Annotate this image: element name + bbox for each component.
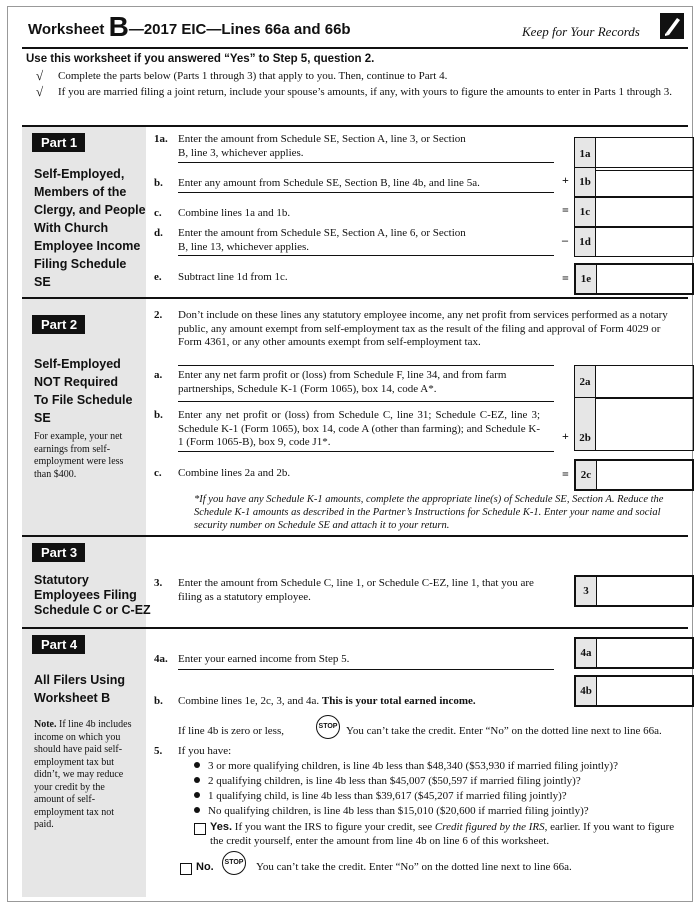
yes-checkbox[interactable] [194,823,206,835]
part1-title: Self-Employed, Members of the Clergy, and People With Church Employee Income Filing Schedule SE [34,167,146,289]
header-rule [22,47,688,49]
part2-footnote: *If you have any Schedule K-1 amounts, complete the appropriate line(s) of Schedule SE, Section A. Reduce the Schedule K-1 amounts as described in the Partner’s Instructions for Schedule K-1. Enter your name and social security number on Schedule SE and attach it to your return. [194,494,664,531]
line-text: Enter the amount from Schedule SE, Section A, line 3, or Section B, line 3, whichever applies. [178,133,466,159]
line-number: b. [154,177,163,189]
check-mark-icon: √ [36,68,44,83]
part2-label: Part 2 [32,315,85,334]
operator-equals: = [562,467,569,481]
box-2c[interactable] [574,459,694,491]
line-number: b. [154,695,163,707]
box-label: 1e [576,265,597,293]
worksheet-header [8,7,692,45]
yes-label: Yes. [210,821,233,833]
box-1c[interactable] [574,197,694,227]
line-number: c. [154,207,162,219]
line-4b-bold-text: This is your total earned income. [321,695,476,707]
entry-line [178,255,554,256]
bullet-text: 2 qualifying children, is line 4b less than $45,007 ($50,597 if married filing jointly)? [208,775,581,787]
yes-text-continued: , earlier. If you want to figure the credit yourself, enter the amount from line 4b on line 6 of this worksheet. [210,821,675,847]
line-text: Don’t include on these lines any statutory employee income, any net profit from services performed as a notary public, any amount exempt from self-employment tax as the result of the filing and approval of Form 4029 or Form 4361, or any other amounts exempt from self-employment tax. [178,309,668,348]
line-text: Enter the amount from Schedule C, line 1, or Schedule C-EZ, line 1, that you are filing as a statutory employee. [178,577,534,603]
box-label: 1b [575,168,596,196]
part4-label: Part 4 [32,635,85,654]
part1-sidebar [22,127,146,299]
box-1a[interactable] [574,137,694,171]
line-number: 1a. [154,133,168,145]
bullet-item [194,775,581,787]
part4-section [22,627,688,897]
box-label: 4a [576,639,597,667]
check-text: Complete the parts below (Parts 1 through 3) that apply to you. Then, continue to Part 4. [58,70,448,82]
line-text: Enter any amount from Schedule SE, Section B, line 4b, and line 5a. [178,177,480,189]
worksheet-page [7,6,693,902]
line-text: Combine lines 1a and 1b. [178,207,291,219]
line-number: b. [154,409,163,421]
bullet-icon [194,777,200,783]
line-text: Enter any net profit or (loss) from Schedule C, line 31; Schedule C-EZ, line 3; Schedule K-1 (Form 1065), box 14, code A (other than farming); and Schedule K-1 (Form 1065-B), box 9, code J1*. [178,409,540,448]
entry-line [178,192,554,193]
stop-sign-icon: STOP [316,715,340,739]
title-letter: B [108,11,129,42]
part4-note [34,719,134,832]
box-1d[interactable] [574,227,694,257]
line-text: Subtract line 1d from 1c. [178,271,288,283]
note-bold: Note. [34,719,57,730]
line-text [178,695,558,709]
title-prefix: Worksheet [28,21,109,38]
part2-title: Self-Employed NOT Required To File Schedule SE [34,357,133,425]
box-1e[interactable] [574,263,694,295]
stop-sign-icon: STOP [222,851,246,875]
intro-check-item [28,85,682,99]
keep-for-records: Keep for Your Records [522,24,640,39]
bullet-item [194,805,589,817]
part2-section [22,297,688,537]
line-number: a. [154,369,163,381]
bullet-item [194,790,567,802]
box-label: 1d [575,228,596,256]
part1-label: Part 1 [32,133,85,152]
box-1b[interactable] [574,167,694,197]
part1-section [22,125,688,299]
line-number: c. [154,467,162,479]
part4-title: All Filers Using Worksheet B [34,673,125,705]
box-label: 4b [576,677,597,705]
line-text: Enter any net farm profit or (loss) from Schedule F, line 34, and from farm partnerships, Schedule K-1 (Form 1065), box 14, code A*. [178,369,507,395]
line-text: Combine lines 2a and 2b. [178,467,291,479]
intro-section [22,53,682,101]
part3-label: Part 3 [32,543,85,562]
entry-line [178,451,554,452]
line-number: e. [154,271,162,283]
zero-text-before: If line 4b is zero or less, [178,725,284,737]
box-2a[interactable] [574,365,694,399]
note-text: If line 4b includes income on which you should have paid self-employment tax but didn’t, we may reduce your credit by the amount of self-employment tax not paid. [34,719,132,830]
bullet-text: 3 or more qualifying children, is line 4b less than $48,340 ($53,930 if married filing jointly)? [208,760,618,772]
operator-plus: + [562,173,569,187]
bullet-text: 1 qualifying child, is line 4b less than $39,617 ($45,207 if married filing jointly)? [208,790,567,802]
entry-line [178,162,554,163]
box-label: 1c [575,198,596,226]
line-number: 3. [154,577,163,589]
line-number: 5. [154,745,163,757]
bullet-text: No qualifying children, is line 4b less than $15,010 ($20,600 if married filing jointly)? [208,805,589,817]
line-number: d. [154,227,163,239]
line-4b-text: Combine lines 1e, 2c, 3, and 4a. [178,695,322,707]
operator-plus: + [562,429,569,443]
part2-sidebar [22,299,146,537]
entry-line [178,401,554,402]
box-label: 3 [576,577,597,605]
operator-equals: = [562,271,569,285]
box-label: 2a [575,366,596,398]
yes-text: If you want the IRS to figure your credit, see [234,821,435,833]
operator-equals: = [562,203,569,217]
intro-heading: Use this worksheet if you answered “Yes” to Step 5, question 2. [26,53,375,65]
line-text: Enter your earned income from Step 5. [178,653,350,665]
bullet-icon [194,762,200,768]
box-label: 2c [576,461,597,489]
part3-sidebar [22,537,151,629]
part4-sidebar [22,629,146,897]
part2-note: For example, your net earnings from self-employment were less than $400. [34,431,124,480]
no-label: No. [196,861,214,873]
zero-text-after: You can’t take the credit. Enter “No” on the dotted line next to line 66a. [346,725,662,737]
entry-line [178,365,554,366]
no-checkbox[interactable] [180,863,192,875]
yes-option [210,821,690,848]
line-text: If you have: [178,745,232,757]
title-suffix: —2017 EIC—Lines 66a and 66b [128,21,351,38]
records-pencil-icon [660,13,684,39]
line-text: Enter the amount from Schedule SE, Section A, line 6, or Section B, line 13, whichever applies. [178,227,466,253]
box-4b[interactable] [574,675,694,707]
worksheet-title [28,11,351,42]
bullet-item [194,760,618,772]
line-number: 4a. [154,653,168,665]
box-2b[interactable] [574,397,694,451]
bullet-icon [194,807,200,813]
bullet-icon [194,792,200,798]
box-label: 1a [575,138,596,170]
no-text: You can’t take the credit. Enter “No” on the dotted line next to line 66a. [256,861,572,873]
part3-section [22,535,688,629]
box-3[interactable] [574,575,694,607]
intro-check-item [28,69,682,83]
yes-italic-text: Credit figured by the IRS [434,821,545,833]
check-mark-icon: √ [36,84,44,99]
entry-line [178,669,554,670]
line-number: 2. [154,309,163,321]
box-4a[interactable] [574,637,694,669]
operator-minus: – [562,233,568,247]
check-text: If you are married filing a joint return, include your spouse’s amounts, if any, with yours to figure the amounts to enter in Parts 1 through 3. [58,86,672,98]
box-label: 2b [575,398,596,450]
part3-title: Statutory Employees Filing Schedule C or C-EZ [34,573,151,617]
